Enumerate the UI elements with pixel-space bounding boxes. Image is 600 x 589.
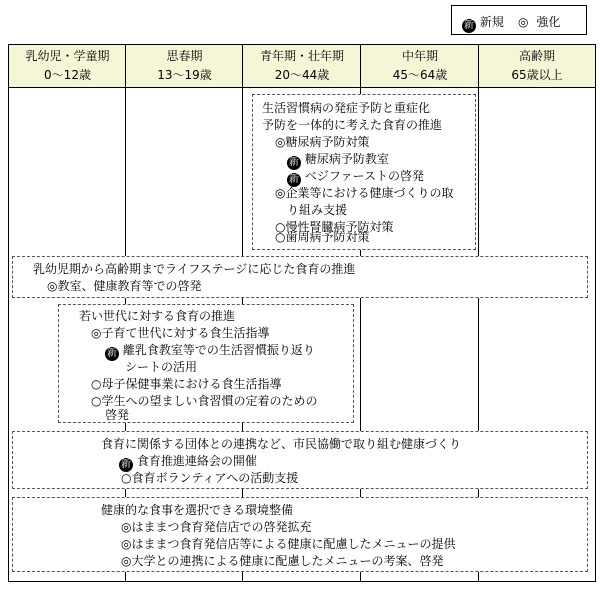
stage-age: 0～12歳: [44, 68, 91, 82]
box-item: ◎子育て世代に対する食生活指導: [91, 326, 270, 340]
box-item: 啓発: [105, 408, 130, 422]
divider: [360, 45, 361, 87]
box-title: 食育に関係する団体との連携など、市民協働で取り組む健康づくり: [101, 437, 462, 451]
new-badge-icon: 新: [107, 348, 117, 359]
legend-strengthen-label: 強化: [536, 15, 561, 29]
double-circle-icon: ◎: [518, 15, 529, 29]
new-badge-icon: 新: [121, 459, 131, 470]
box-title: 乳幼児期から高齢期までライフステージに応じた食育の推進: [33, 262, 356, 276]
stage-age: 13～19歳: [157, 68, 212, 82]
box-item: ◎教室、健康教育等での啓発: [47, 279, 202, 293]
box-item: ○母子保健事業における食生活指導: [91, 377, 282, 391]
box-title: 若い世代に対する食育の推進: [79, 309, 236, 323]
box-title: 生活習慣病の発症予防と重症化: [262, 101, 431, 115]
box-item: り組み支援: [287, 203, 348, 217]
box-item: ◎大学との連携による健康に配慮したメニューの考案、啓発: [121, 554, 444, 568]
stage-name: 乳幼児・学童期: [25, 49, 110, 63]
stage-adolescence: [126, 45, 243, 87]
stage-name: 思春期: [166, 49, 203, 63]
community-cooperation-box: [12, 431, 588, 489]
legend: [451, 5, 587, 35]
legend-new-label: 新規: [479, 15, 504, 29]
legend-strengthen: [518, 13, 560, 30]
box-item: 新 糖尿病予防教室: [289, 152, 389, 168]
box-title: 予防を一体的に考えた食育の推進: [262, 118, 443, 132]
lifestyle-disease-box: [252, 94, 476, 250]
youth-generation-box: [58, 304, 354, 423]
new-badge-icon: 新: [464, 20, 474, 31]
food-environment-box: [12, 497, 588, 572]
life-stage-box: [12, 256, 588, 298]
box-item: ◎はままつ食育発信店等による健康に配慮したメニューの提供: [121, 537, 456, 551]
stage-age: 20～44歳: [274, 68, 330, 82]
stage-middle-age: [361, 45, 479, 87]
box-item: ○慢性腎臓病予防対策: [275, 220, 394, 234]
new-badge-icon: 新: [289, 174, 299, 185]
box-item: 新 食育推進連絡会の開催: [121, 454, 257, 470]
stage-age: 65歳以上: [511, 68, 563, 82]
box-item: 新 ベジファーストの啓発: [289, 169, 424, 185]
stage-name: 高齢期: [518, 49, 555, 63]
divider: [478, 45, 479, 87]
stage-name: 中年期: [401, 49, 438, 63]
box-item: ◎糖尿病予防対策: [275, 135, 370, 149]
box-item: ◎企業等における健康づくりの取: [275, 186, 454, 200]
box-item: ○学生への望ましい食習慣の定着のための: [91, 394, 318, 408]
box-item: シートの活用: [125, 360, 198, 374]
stage-age: 45～64歳: [392, 68, 448, 82]
stage-name: 青年期・壮年期: [259, 49, 344, 63]
legend-new: [462, 13, 504, 33]
stage-header: [8, 44, 596, 88]
divider: [242, 45, 243, 87]
stage-infant: [9, 45, 126, 87]
divider: [125, 45, 126, 87]
stage-elderly: [479, 45, 595, 87]
box-item: ◎はままつ食育発信店での啓発拡充: [121, 520, 312, 534]
box-title: 健康的な食事を選択できる環境整備: [101, 503, 294, 517]
new-badge-icon: 新: [289, 157, 299, 168]
box-item: 新 離乳食教室等での生活習慣振り返り: [107, 343, 315, 359]
box-item: ○歯周病予防対策: [275, 230, 370, 244]
box-item: ○食育ボランティアへの活動支援: [121, 471, 299, 485]
stage-young-adult: [243, 45, 361, 87]
